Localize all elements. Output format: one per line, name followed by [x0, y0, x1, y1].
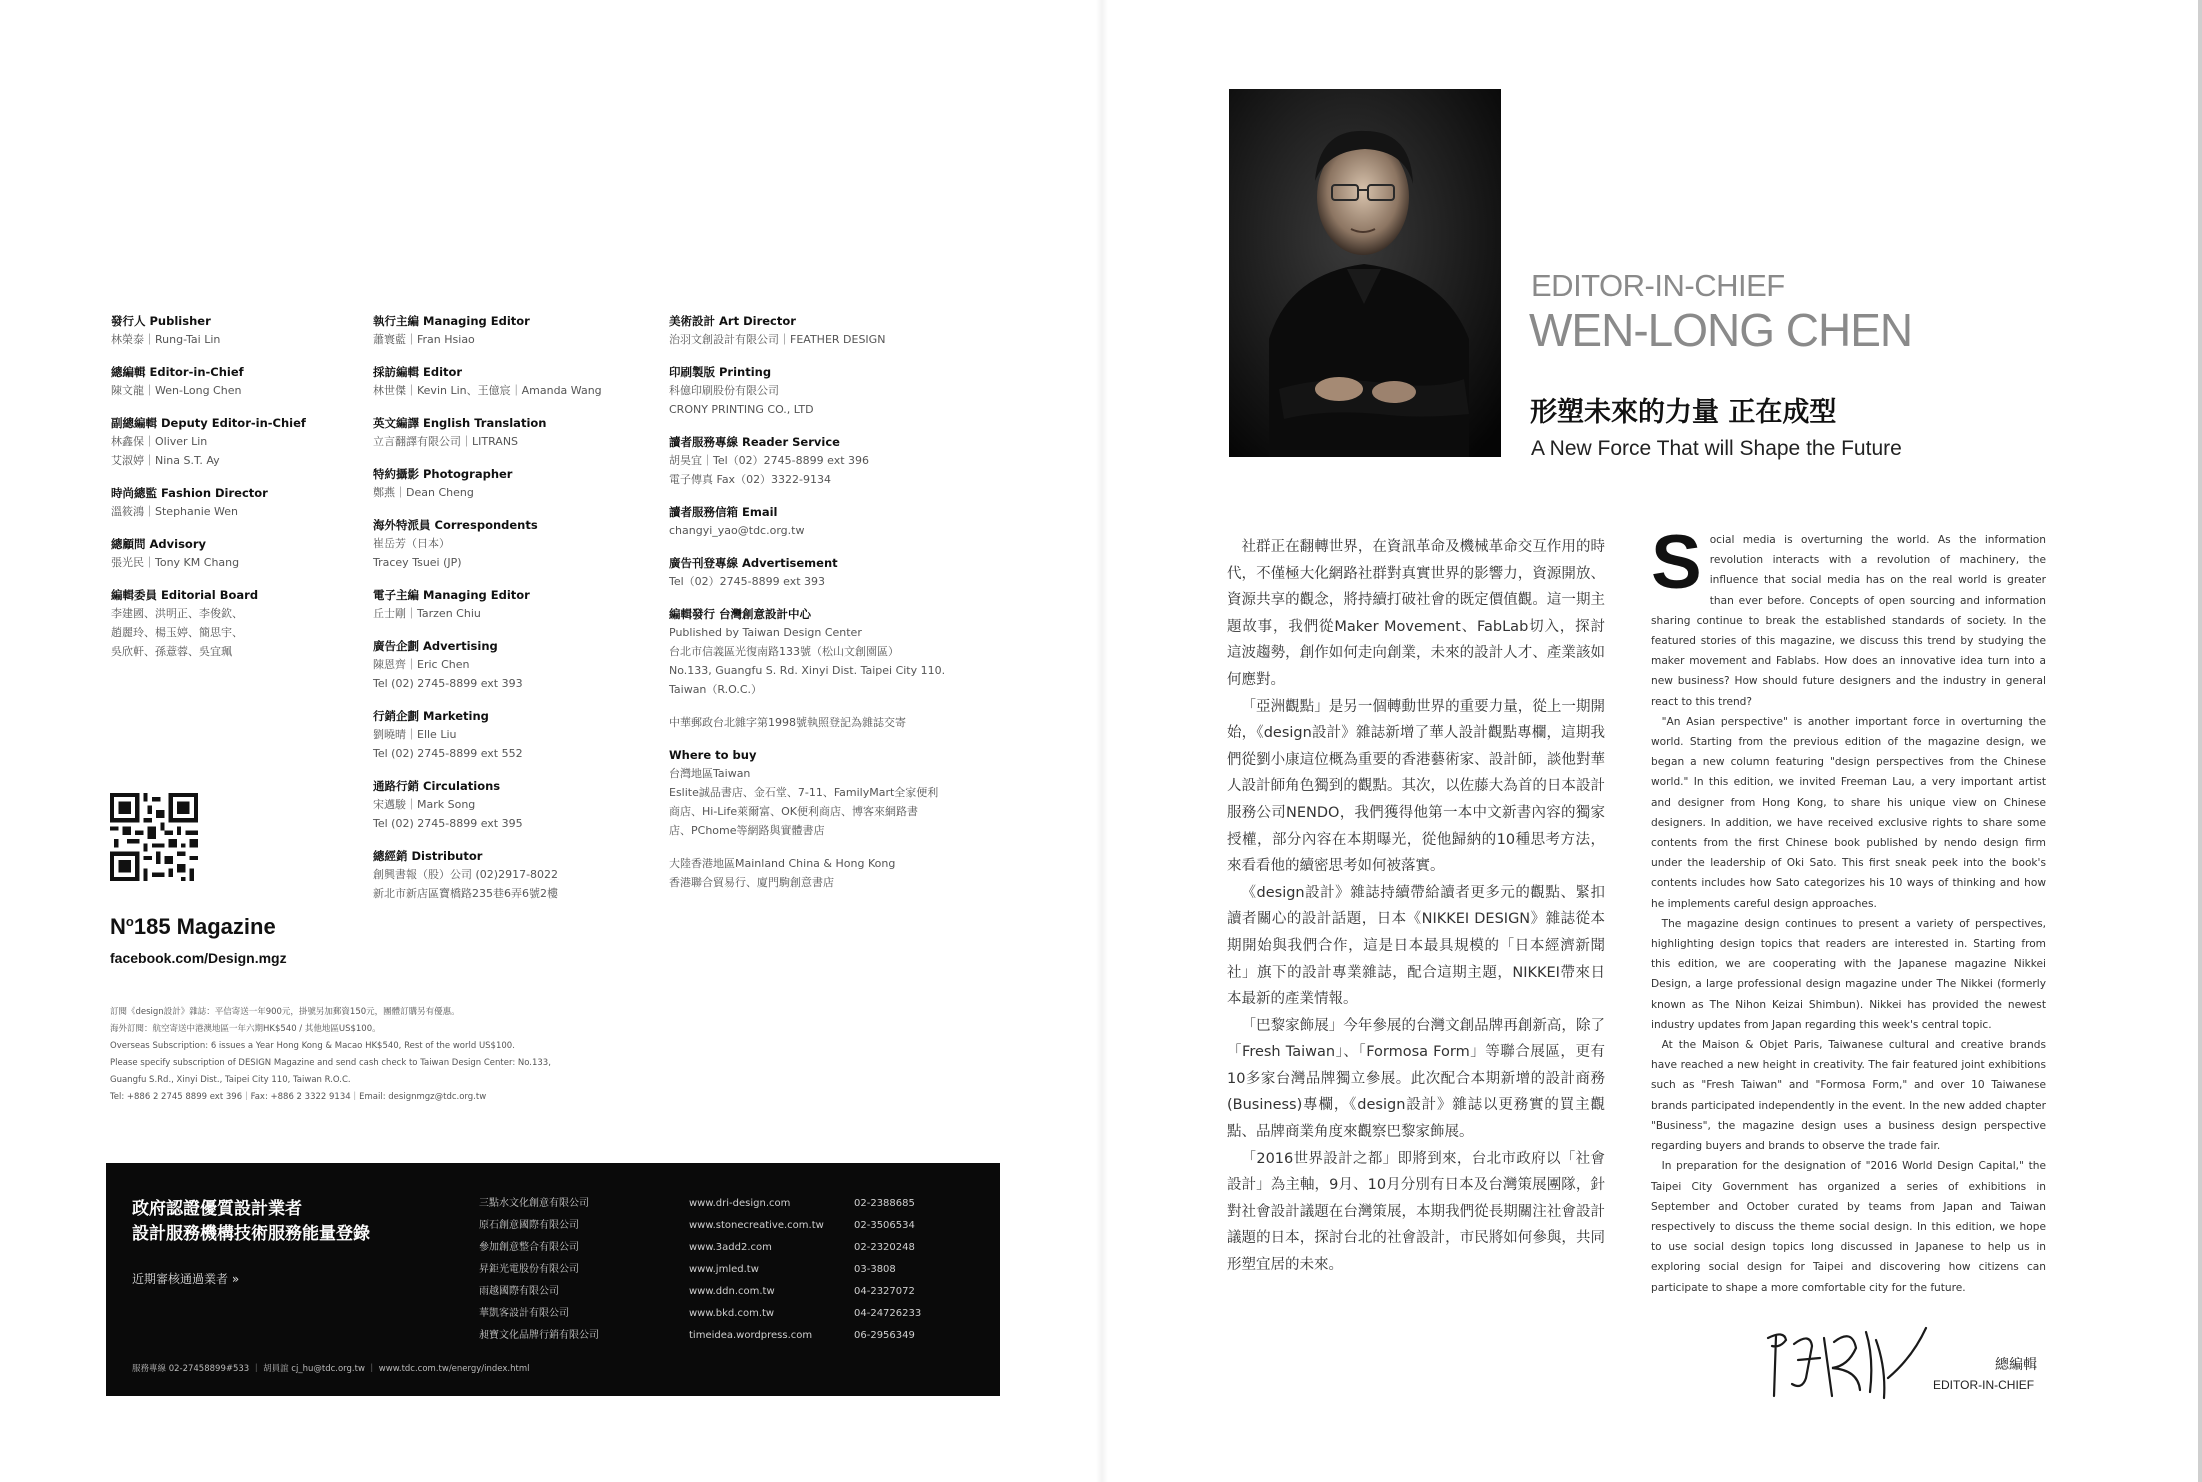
masthead-role-label: 讀者服務信箱 Email — [669, 505, 778, 519]
masthead-role-label: 通路行銷 Circulations — [373, 779, 501, 793]
page-gutter — [1096, 0, 1108, 1482]
masthead-group — [373, 707, 643, 763]
masthead-credit: 蕭寰藍｜Fran Hsiao — [373, 333, 475, 346]
registry-website: www.bkd.com.tw — [689, 1308, 775, 1319]
masthead-credit: 治羽文創設計有限公司｜FEATHER DESIGN — [669, 333, 886, 346]
registry-company: 昶寶文化品牌行銷有限公司 — [479, 1330, 599, 1341]
article-paragraph: In preparation for the designation of "2016 World Design Capital," the Taipei City Government has organized a series of exhibitions in September and October curated by teams from Japan and Taiwan respectively to discuss the theme social design. In this edition, we hope to use social design topics long discussed in Japanese to help us in exploring social design for Taipei and discovering how citizens can participate to shape a more comfortable city for the future. — [1651, 1160, 2046, 1294]
masthead-credit: Tel (02) 2745-8899 ext 552 — [373, 747, 523, 760]
masthead-group — [669, 503, 969, 540]
registry-phone: 03-3808 — [854, 1264, 896, 1275]
masthead-credit: 電子傳真 Fax（02）3322-9134 — [669, 473, 832, 486]
masthead-credit: Taiwan（R.O.C.） — [669, 683, 763, 696]
article-paragraph: 「亞洲觀點」是另一個轉動世界的重要力量，從上一期開始，《design設計》雜誌新增了華人設計觀點專欄，這期我們從劉小康這位概為重要的香港藝術家、設計師，談他對華人設計師角色獨到的觀點。其次，以佐藤大為首的日本設計服務公司NENDO，我們獲得他第一本中文新書內容的獨家授權，部分內容在本期曝光，從他歸納的10種思考方法，來看看他的續密思考如何被落實。 — [1227, 698, 1605, 875]
masthead-role-label: 總經銷 Distributor — [373, 849, 483, 863]
masthead-credit: 立言翻譯有限公司｜LITRANS — [373, 435, 519, 448]
masthead-credit: 台灣地區Taiwan — [669, 767, 751, 780]
masthead-role-label: 美術設計 Art Director — [669, 314, 796, 328]
registry-phone: 02-2388685 — [854, 1198, 915, 1209]
registry-website: www.dri-design.com — [689, 1198, 791, 1209]
masthead-credit: 劉曉晴｜Elle Liu — [373, 728, 457, 741]
registry-phone: 06-2956349 — [854, 1330, 915, 1341]
registry-website: timeidea.wordpress.com — [689, 1330, 813, 1341]
masthead-credit: Eslite誠品書店、金石堂、7-11、FamilyMart全家便利 — [669, 786, 939, 799]
registry-approved-link[interactable]: 近期審核通過業者 » — [132, 1272, 240, 1286]
masthead-group — [669, 433, 969, 489]
masthead-group — [373, 777, 643, 833]
masthead-group — [669, 854, 969, 892]
masthead-group — [669, 713, 969, 732]
masthead-group — [669, 605, 969, 699]
issue-number: $N^o185$ Magazine — [110, 914, 276, 939]
signature-title-zh: 總編輯 — [1995, 1357, 2037, 1373]
masthead-group — [373, 847, 643, 903]
subscription-line: Overseas Subscription: 6 issues a Year Hong Kong & Macao HK$540, Rest of the world US$100. — [110, 1041, 515, 1051]
article-paragraph: The magazine design continues to present a variety of perspectives, highlighting design topics that readers are interested in. Starting from this edition, we are cooperating with the Japanese magazine Nikkei Design, a large professional design magazine under The Nikkei (formerly known as The Nihon Keizai Shimbun). Nikkei has provided the newest industry updates from Japan regarding this week's central topic. — [1651, 917, 2046, 1031]
masthead-credit: 創興書報（股）公司 (02)2917-8022 — [373, 868, 559, 881]
masthead-credit: Tracey Tsuei (JP) — [373, 556, 462, 569]
masthead-credit: CRONY PRINTING CO., LTD — [669, 403, 814, 416]
masthead-credit: 丘士剛｜Tarzen Chiu — [373, 607, 481, 620]
masthead-credit: 趙麗玲、楊玉婷、簡思宇、 — [111, 626, 243, 639]
masthead-role-label: 特約攝影 Photographer — [373, 467, 513, 481]
masthead-role-label: 採訪編輯 Editor — [373, 365, 463, 379]
registry-phone: 04-24726233 — [854, 1308, 922, 1319]
masthead-column-3 — [669, 312, 969, 906]
masthead-credit: 香港聯合貿易行、廈門駒創意書店 — [669, 876, 834, 889]
masthead-role-label: 時尚總監 Fashion Director — [111, 486, 268, 500]
masthead-role-label: 印刷製版 Printing — [669, 365, 772, 379]
page-edge — [2198, 0, 2202, 1482]
masthead-group — [669, 312, 969, 349]
masthead-role-label: 廣告刊登專線 Advertisement — [669, 556, 838, 570]
masthead-role-label: 副總編輯 Deputy Editor-in-Chief — [111, 416, 306, 430]
masthead-role-label: 電子主編 Managing Editor — [373, 588, 530, 602]
registry-website: www.jmled.tw — [689, 1264, 759, 1275]
registry-subtitle: 設計服務機構技術服務能量登錄 — [132, 1224, 370, 1244]
masthead-credit: 宋邁駿｜Mark Song — [373, 798, 476, 811]
subscription-info — [110, 1004, 670, 1106]
registry-phone: 02-2320248 — [854, 1242, 915, 1253]
masthead-credit: Tel (02) 2745-8899 ext 395 — [373, 817, 523, 830]
masthead-credit: 中華郵政台北雜字第1998號執照登記為雜誌交寄 — [669, 716, 906, 729]
masthead-group — [111, 363, 381, 400]
masthead-group — [373, 637, 643, 693]
registry-company-list — [479, 1193, 599, 1347]
masthead-credit: Published by Taiwan Design Center — [669, 626, 862, 639]
editor-portrait — [1229, 89, 1501, 457]
masthead-credit: 商店、Hi-Life萊爾富、OK便利商店、博客來網路書 — [669, 805, 918, 818]
masthead-credit: 李建國、洪明正、李俊欽、 — [111, 607, 243, 620]
masthead-credit: 張光民｜Tony KM Chang — [111, 556, 240, 569]
masthead-group — [111, 586, 381, 661]
masthead-credit: Tel (02) 2745-8899 ext 393 — [373, 677, 523, 690]
registry-website: www.3add2.com — [689, 1242, 772, 1253]
masthead-credit: 鄭燕｜Dean Cheng — [373, 486, 474, 499]
masthead-credit: 科億印刷股份有限公司 — [669, 384, 779, 397]
masthead-role-label: 廣告企劃 Advertising — [373, 639, 498, 653]
masthead-role-label: 行銷企劃 Marketing — [373, 709, 489, 723]
masthead-group — [373, 586, 643, 623]
masthead-group — [111, 535, 381, 572]
registry-website: www.ddn.com.tw — [689, 1286, 775, 1297]
drop-cap: S — [1651, 520, 1702, 605]
masthead-credit: 陳恩齊｜Eric Chen — [373, 658, 470, 671]
registry-phone-list — [854, 1193, 921, 1347]
masthead-role-label: 執行主編 Managing Editor — [373, 314, 530, 328]
registry-website: www.stonecreative.com.tw — [689, 1220, 824, 1231]
masthead-group — [373, 465, 643, 502]
registry-phone: 04-2327072 — [854, 1286, 915, 1297]
signature-title-en: EDITOR-IN-CHIEF — [1933, 1378, 2035, 1392]
article-paragraph: Social media is overturning the world. As the information revolution interacts with a revolution of machinery, the influence that social media has on the real world is greater than ever before. Concepts of open sourcing and information sharing continue to break the established standards of society. In the featured stories of this magazine, we discuss this trend by studying the maker movement and Fablabs. How does an innovative idea turn into a new business? How should future designers and the industry in general react to this trend? — [1651, 520, 2046, 708]
masthead-credit: 店、PChome等網路與實體書店 — [669, 824, 825, 837]
masthead-role-label: Where to buy — [669, 748, 757, 762]
masthead-credit: No.133, Guangfu S. Rd. Xinyi Dist. Taipei City 110. — [669, 664, 946, 677]
registry-company: 昇鉅光電股份有限公司 — [479, 1264, 579, 1275]
editor-role: EDITOR-IN-CHIEF — [1531, 268, 1785, 303]
masthead-group — [669, 746, 969, 840]
masthead-group — [669, 363, 969, 419]
masthead-role-label: 英文編譯 English Translation — [373, 416, 547, 430]
masthead-credit: 陳文龍｜Wen-Long Chen — [111, 384, 242, 397]
masthead-credit: 台北市信義區光復南路133號（松山文創園區） — [669, 645, 899, 658]
masthead-credit: 大陸香港地區Mainland China & Hong Kong — [669, 857, 896, 870]
article-title-zh: 形塑未來的力量 正在成型 — [1530, 397, 1837, 428]
qr-code-icon — [110, 793, 198, 881]
registry-website-list — [689, 1193, 824, 1347]
subscription-line: Guangfu S.Rd., Xinyi Dist., Taipei City 110, Taiwan R.O.C. — [110, 1075, 351, 1085]
article-title-en: A New Force That will Shape the Future — [1531, 437, 1902, 460]
editor-signature — [1762, 1318, 1932, 1408]
article-paragraph: 「巴黎家飾展」今年參展的台灣文創品牌再創新高，除了「Fresh Taiwan」、「Formosa Form」等聯合展區，更有10多家台灣品牌獨立參展。此次配合本期新增的設計商務(Business)專欄，《design設計》雜誌以更務實的買主觀點、品牌商業角度來觀察巴黎家飾展。 — [1227, 1017, 1605, 1141]
design-registry-box — [106, 1163, 1000, 1396]
masthead-credit: 林榮泰｜Rung-Tai Lin — [111, 333, 221, 346]
article-paragraph: "An Asian perspective" is another important force in overturning the world. Starting from the previous edition of the magazine design, we began a new column featuring "design perspectives from the Chinese world." In this edition, we invited Freeman Lau, a very important artist and designer from Hong Kong, to share his unique view on Chinese designers. In addition, we have received exclusive rights to share some contents from the first Chinese book published by nendo design firm under the leadership of Oki Sato. This first sneak peek into the book's contents includes how Sato categorizes his 10 ways of thinking and how he implements careful design approaches. — [1651, 715, 2046, 910]
masthead-credit: 崔岳芳（日本） — [373, 537, 450, 550]
registry-footer: 服務專線 02-27458899#533 ｜ 胡員誼 cj_hu@tdc.org.tw ｜ www.tdc.com.tw/energy/index.html — [132, 1364, 530, 1374]
subscription-line: 訂閱《design設計》雜誌：平信寄送一年900元，掛號另加郵資150元，團體訂購另有優惠。 — [110, 1007, 460, 1017]
registry-company: 三點水文化創意有限公司 — [479, 1198, 589, 1209]
registry-company: 原石創意國際有限公司 — [479, 1220, 579, 1231]
masthead-column-1 — [111, 312, 381, 675]
masthead-credit: 林世傑｜Kevin Lin、王億宸｜Amanda Wang — [373, 384, 602, 397]
masthead-credit: changyi_yao@tdc.org.tw — [669, 524, 805, 537]
masthead-role-label: 發行人 Publisher — [111, 314, 211, 328]
masthead-group — [373, 312, 643, 349]
editor-name: WEN-LONG CHEN — [1529, 304, 1913, 356]
masthead-credit: 溫筱鴻｜Stephanie Wen — [111, 505, 239, 518]
masthead-group — [111, 414, 381, 470]
masthead-role-label: 編輯發行 台灣創意設計中心 — [669, 607, 812, 621]
masthead-credit: 艾淑婷｜Nina S.T. Ay — [111, 454, 220, 467]
masthead-credit: 新北市新店區寶橋路235巷6弄6號2樓 — [373, 887, 558, 900]
article-body-en — [1651, 520, 2046, 1298]
masthead-role-label: 讀者服務專線 Reader Service — [669, 435, 840, 449]
article-paragraph: 社群正在翻轉世界，在資訊革命及機械革命交互作用的時代，不僅極大化網路社群對真實世界的影響力，資源開放、資源共享的觀念，將持續打破社會的既定價值觀。這一期主題故事，我們從Maker Movement、FabLab切入，探討這波趨勢，創作如何走向創業，未來的設計人才、產業該如何應對。 — [1227, 539, 1605, 688]
subscription-line: Please specify subscription of DESIGN Magazine and send cash check to Taiwan Design Center: No.133, — [110, 1058, 551, 1068]
masthead-group — [111, 484, 381, 521]
registry-company: 雨越國際有限公司 — [479, 1286, 559, 1297]
registry-title: 政府認證優質設計業者 — [132, 1199, 302, 1219]
registry-phone: 02-3506534 — [854, 1220, 915, 1231]
article-paragraph: 「2016世界設計之都」即將到來，台北市政府以「社會設計」為主軸，9月、10月分別有日本及台灣策展團隊，針對社會設計議題在台灣策展，本期我們從長期關注社會設計議題的日本，探討台北的社會設計，市民將如何參與，共同形塑宜居的未來。 — [1227, 1150, 1605, 1274]
registry-company: 華凱客設計有限公司 — [479, 1308, 569, 1319]
article-paragraph: At the Maison & Objet Paris, Taiwanese cultural and creative brands have reached a new height in creativity. The fair featured joint exhibitions such as "Fresh Taiwan" and "Formosa Form," and over 10 Taiwanese brands participated independently in the event. In the new added chapter "Business", the magazine design uses a business design perspective regarding buyers and brands to observe the trade fair. — [1651, 1039, 2046, 1153]
masthead-role-label: 總編輯 Editor-in-Chief — [111, 365, 244, 379]
masthead-credit: Tel（02）2745-8899 ext 393 — [669, 575, 826, 588]
masthead-role-label: 總顧問 Advisory — [111, 537, 206, 551]
masthead-role-label: 編輯委員 Editorial Board — [111, 588, 259, 602]
masthead-credit: 胡昊宜｜Tel（02）2745-8899 ext 396 — [669, 454, 870, 467]
registry-company: 參加創意整合有限公司 — [479, 1242, 579, 1253]
masthead-group — [669, 554, 969, 591]
article-body-zh — [1227, 534, 1605, 1279]
subscription-line: 海外訂閱：航空寄送中港澳地區一年六期HK$540 / 其他地區US$100。 — [110, 1024, 381, 1034]
masthead-credit: 吳欣軒、孫薏蓉、吳宜珮 — [111, 645, 232, 658]
facebook-link[interactable]: facebook.com/Design.mgz — [110, 950, 287, 966]
masthead-group — [373, 414, 643, 451]
masthead-group — [111, 312, 381, 349]
masthead-group — [373, 516, 643, 572]
subscription-line: Tel: +886 2 2745 8899 ext 396｜Fax: +886 2 3322 9134｜Email: designmgz@tdc.org.tw — [110, 1092, 487, 1102]
masthead-column-2 — [373, 312, 643, 917]
masthead-role-label: 海外特派員 Correspondents — [373, 518, 538, 532]
masthead-group — [373, 363, 643, 400]
article-paragraph: 《design設計》雜誌持續帶給讀者更多元的觀點、緊扣讀者關心的設計話題，日本《NIKKEI DESIGN》雜誌從本期開始與我們合作，這是日本最具規模的「日本經濟新聞社」旗下的設計專業雜誌，配合這期主題，NIKKEI帶來日本最新的產業情報。 — [1227, 884, 1605, 1008]
masthead-credit: 林鑫保｜Oliver Lin — [111, 435, 208, 448]
